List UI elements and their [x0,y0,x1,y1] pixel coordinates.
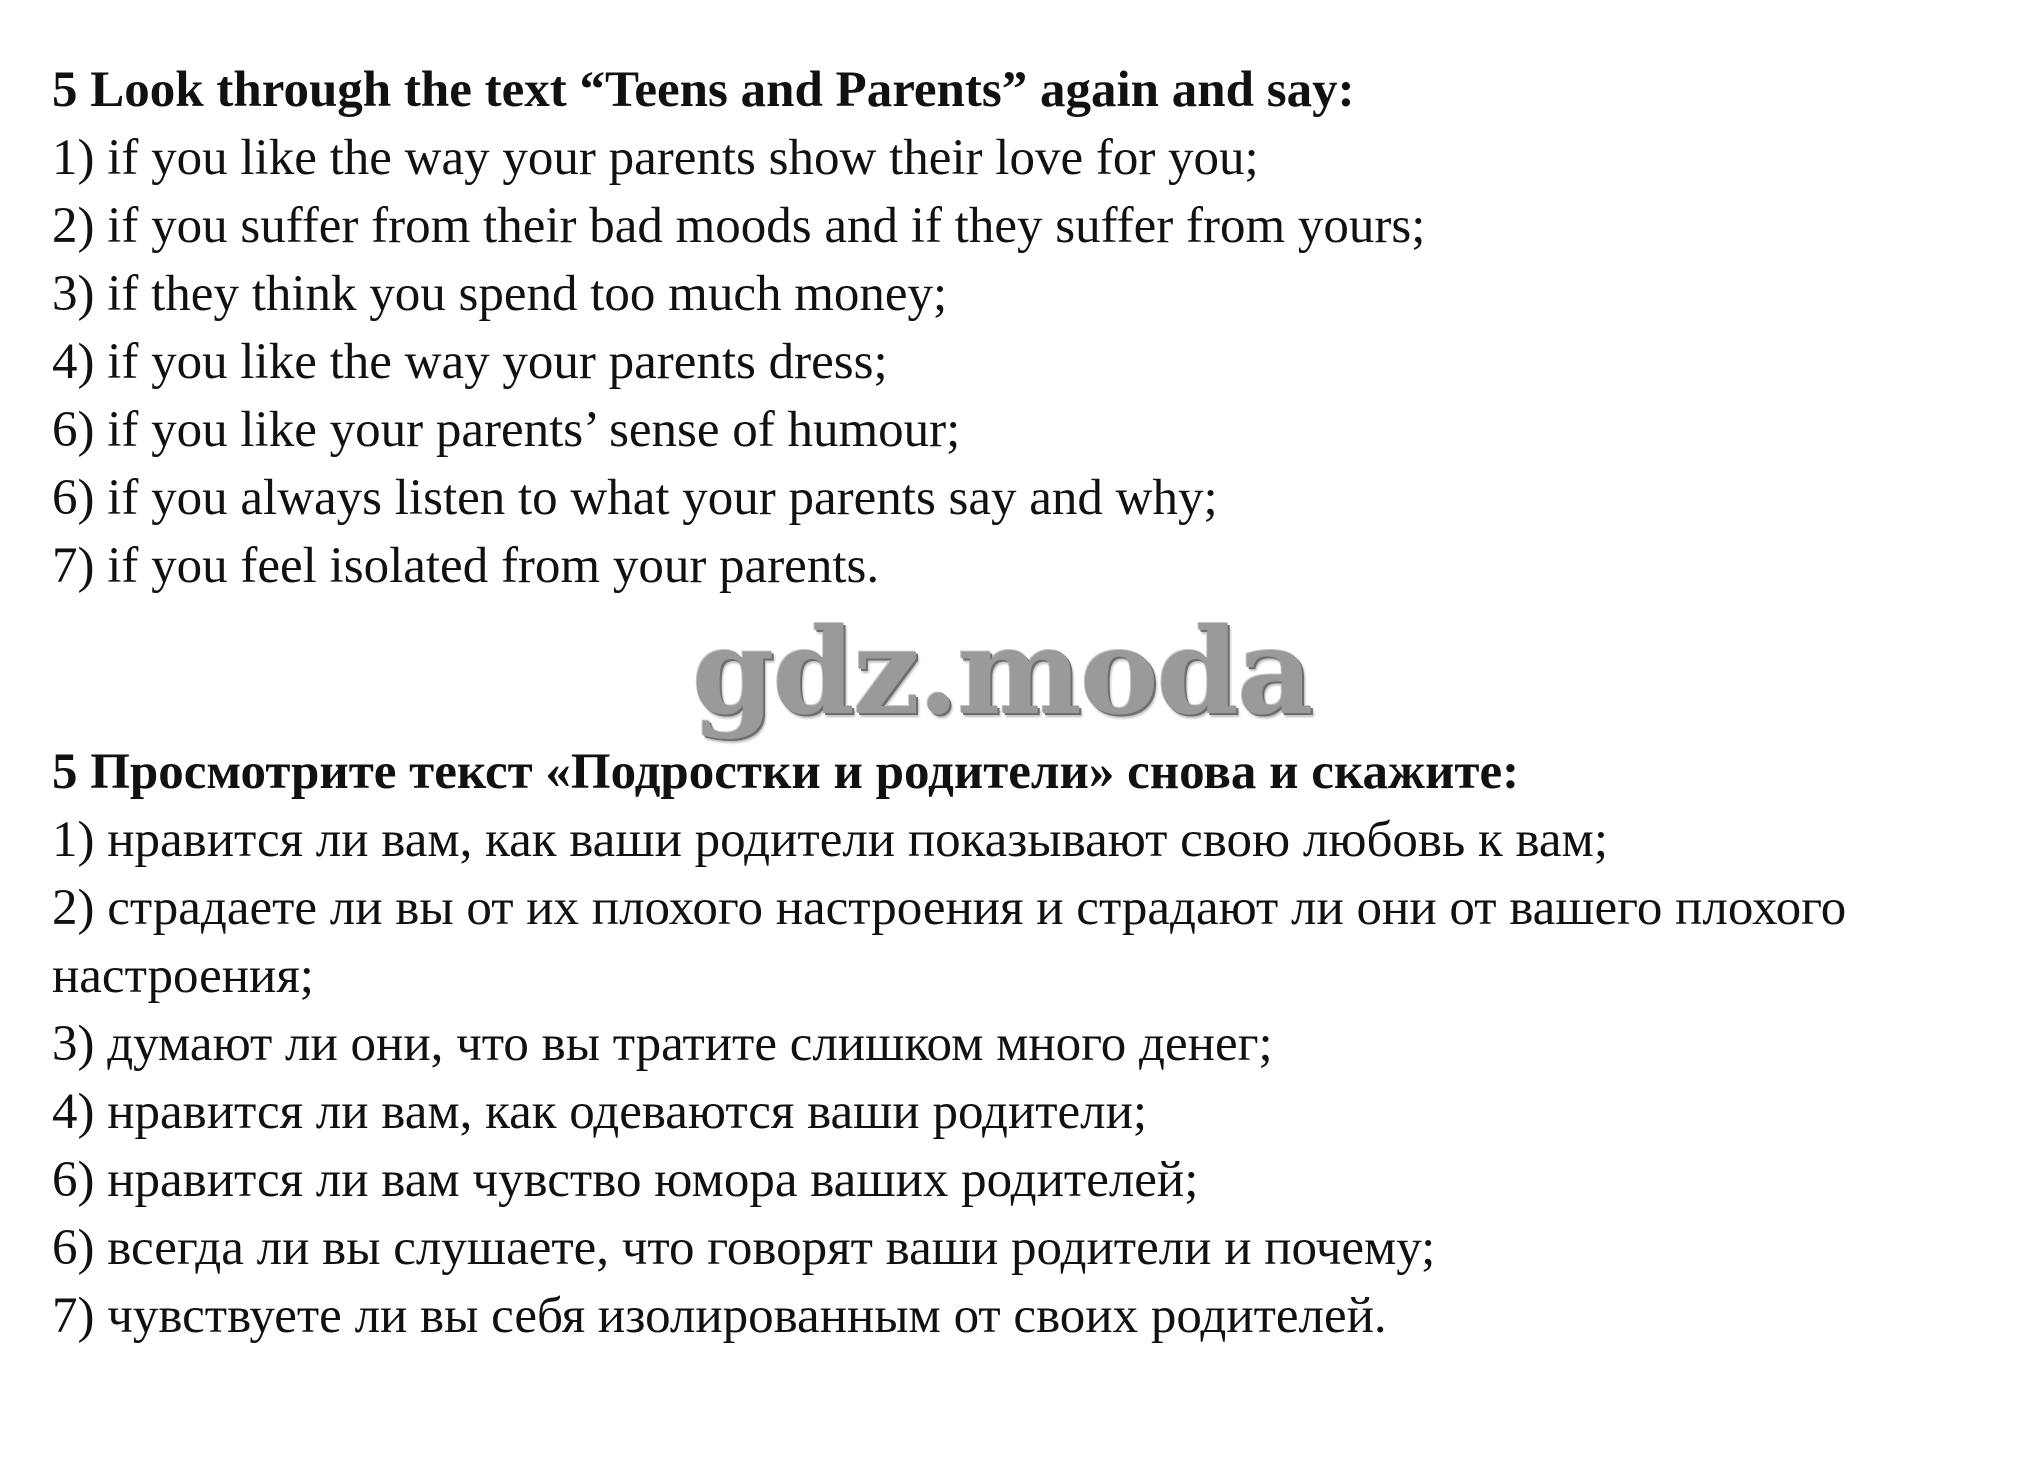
russian-item-6: 6) всегда ли вы слушаете, что говорят ваши родители и почему; [52,1220,1436,1276]
english-item-5: 6) if you like your parents’ sense of humour; [52,402,961,458]
english-item-3: 3) if they think you spend too much money; [52,266,948,322]
russian-exercise [52,738,1982,1350]
english-item-1: 1) if you like the way your parents show their love for you; [52,130,1259,186]
english-exercise [52,56,1982,600]
watermark-logo: gdz.moda [692,602,1312,741]
english-exercise-heading: 5 Look through the text “Teens and Parents” again and say: [52,62,1355,118]
english-item-2: 2) if you suffer from their bad moods and if they suffer from yours; [52,198,1426,254]
russian-exercise-heading: 5 Просмотрите текст «Подростки и родители» снова и скажите: [52,744,1520,800]
russian-item-1: 1) нравится ли вам, как ваши родители показывают свою любовь к вам; [52,812,1608,868]
russian-item-3: 3) думают ли они, что вы тратите слишком много денег; [52,1016,1273,1072]
english-item-7: 7) if you feel isolated from your parents. [52,538,880,594]
english-item-4: 4) if you like the way your parents dress; [52,334,888,390]
russian-item-2: 2) страдаете ли вы от их плохого настроения и страдают ли они от вашего плохого настроения; [52,880,1847,1004]
russian-item-5: 6) нравится ли вам чувство юмора ваших родителей; [52,1152,1199,1208]
russian-item-7: 7) чувствуете ли вы себя изолированным от своих родителей. [52,1288,1387,1344]
russian-item-4: 4) нравится ли вам, как одеваются ваши родители; [52,1084,1148,1140]
english-item-6: 6) if you always listen to what your parents say and why; [52,470,1218,526]
